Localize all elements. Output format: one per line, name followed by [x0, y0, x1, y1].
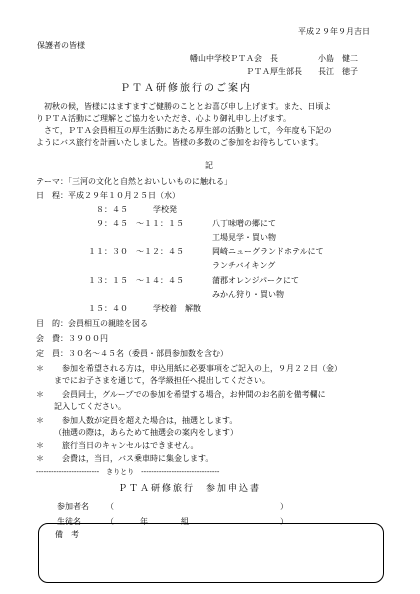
- note-line: 会員同士，グループでの参加を希望する場合，お仲間のお名前を備考欄に: [62, 390, 326, 399]
- intro-p2-line1: さて，ＰＴＡ会員相互の厚生活動にあたる厚生部の活動として，今年度も下記の: [44, 126, 332, 135]
- schedule-place: 八丁味噌の郷にて: [212, 219, 276, 228]
- page-title: ＰＴＡ研修旅行のご案内: [120, 83, 252, 94]
- note-line: 旅行当日のキャンセルはできません。: [62, 441, 199, 450]
- schedule-sub: ランチバイキング: [212, 261, 276, 270]
- note-line: （抽選の際は，あらためて抽選会の案内をします）: [54, 428, 238, 437]
- recipient: 保護者の皆様: [37, 41, 85, 50]
- schedule-time: ８：４５: [96, 205, 128, 214]
- sender-name-1: 小島 健二: [318, 54, 358, 63]
- purpose: 目 的：会員相互の親睦を図る: [36, 319, 148, 328]
- schedule-time: １１：３０ ～１２：４５: [88, 247, 184, 256]
- schedule-sub: みかん狩り・買い物: [212, 290, 284, 299]
- schedule-time: １３：１５ ～１４：４５: [88, 276, 184, 285]
- form-title: ＰＴＡ研修旅行 参加申込書: [118, 484, 262, 494]
- participant-name-label: 参加者名: [57, 502, 89, 511]
- intro-p1-line2: りＰＴＡ活動にご理解とご協力をいただき、心より御礼申し上げます。: [36, 114, 292, 123]
- intro-p2-line2: ようにバス旅行を計画いたしました。皆様の多数のご参加をお待ちしています。: [36, 138, 324, 147]
- note-line: までにお子さまを通じて，各学級担任へ提出してください。: [54, 376, 270, 385]
- schedule-place: 学校着 解散: [153, 304, 201, 313]
- cut-line: ------------------------- きりとり -------------------------------: [36, 468, 220, 476]
- schedule-place: 蒲郡オレンジパークにて: [212, 276, 300, 285]
- ki-heading: 記: [205, 161, 213, 170]
- sender-org-1: 幡山中学校ＰＴＡ会 長: [190, 54, 278, 63]
- theme: テーマ：「三河の文化と自然とおいしいものに触れる」: [36, 177, 232, 186]
- remarks-label: 備 考: [55, 530, 79, 539]
- student-name-label: 生徒名: [57, 517, 81, 526]
- paren-open: （: [106, 502, 114, 511]
- paren-open: （: [106, 517, 114, 526]
- paren-close: ）: [280, 502, 288, 511]
- schedule-time: １５：４０: [88, 304, 128, 313]
- remarks-box[interactable]: [38, 523, 384, 583]
- year-label: 年: [140, 517, 148, 526]
- note-line: 参加を希望される方は，申込用紙に必要事項をご記入の上，９月２２日（金）: [62, 364, 342, 373]
- schedule-place: 学校発: [153, 205, 177, 214]
- note-mark: ＊: [36, 364, 44, 373]
- note-mark: ＊: [36, 416, 44, 425]
- paren-close: ）: [280, 517, 288, 526]
- document-date: 平成２９年９月吉日: [298, 27, 370, 36]
- schedule-place: 岡崎ニューグランドホテルにて: [212, 247, 324, 256]
- sender-org-2: ＰＴＡ厚生部長: [246, 67, 302, 76]
- schedule-date: 日 程：平成２９年１０月２５日（水）: [36, 191, 180, 200]
- note-line: 参加人数が定員を超えた場合は，抽選とします。: [62, 416, 238, 425]
- fee: 会 費：３９００円: [36, 334, 108, 343]
- intro-p1-line1: 初秋の候，皆様にはますますご健勝のこととお喜び申し上げます。また、日頃よ: [44, 102, 332, 111]
- note-line: 記入してください。: [54, 402, 126, 411]
- class-label: 組: [181, 517, 189, 526]
- schedule-sub: 工場見学・買い物: [212, 233, 276, 242]
- note-mark: ＊: [36, 390, 44, 399]
- capacity: 定 員：３０名～４５名（委員・部員参加数を含む）: [36, 349, 228, 358]
- note-mark: ＊: [36, 441, 44, 450]
- note-line: 会費は，当日，バス乗車時に集金します。: [62, 454, 214, 463]
- schedule-time: ９：４５ ～１１：１５: [96, 219, 184, 228]
- note-mark: ＊: [36, 454, 44, 463]
- sender-name-2: 長江 徳子: [318, 67, 358, 76]
